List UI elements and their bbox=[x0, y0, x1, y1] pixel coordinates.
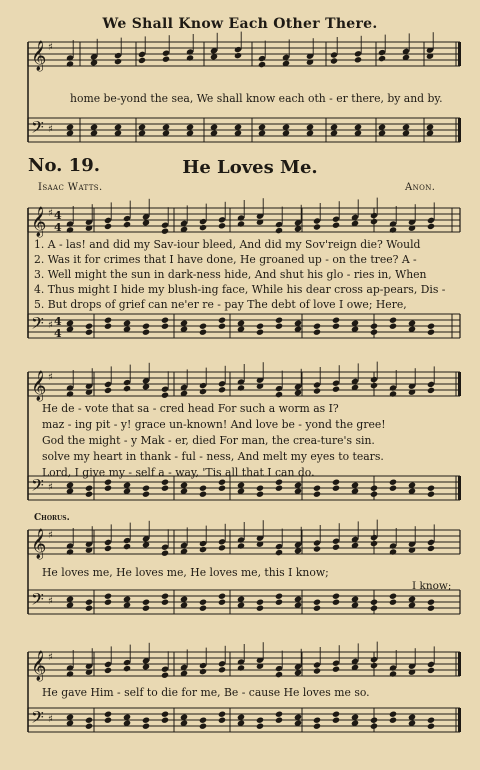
note-head bbox=[275, 549, 283, 556]
final-bar-thick bbox=[458, 476, 461, 500]
sharp-icon: ♯ bbox=[48, 372, 53, 383]
note-head bbox=[218, 222, 226, 229]
note-head bbox=[389, 485, 397, 492]
note-head bbox=[427, 387, 435, 394]
note-head bbox=[161, 485, 169, 492]
note-head bbox=[237, 220, 245, 227]
note-head bbox=[104, 485, 112, 492]
note-head bbox=[142, 723, 150, 730]
note-head bbox=[389, 717, 397, 724]
note-head bbox=[218, 711, 226, 718]
note-head bbox=[142, 717, 150, 724]
time-signature-top: 4 bbox=[54, 315, 62, 328]
note-head bbox=[275, 317, 283, 324]
note-head bbox=[427, 605, 435, 612]
note-head bbox=[161, 599, 169, 606]
note-head bbox=[199, 599, 207, 606]
note-head bbox=[104, 667, 112, 674]
chorus-line-2: He gave Him - self to die for me, Be - cause He loves me so. bbox=[42, 686, 370, 699]
sharp-icon: ♯ bbox=[48, 482, 53, 493]
bass-clef-icon: 𝄢 bbox=[31, 117, 44, 141]
note-head bbox=[313, 387, 321, 394]
note-head bbox=[256, 723, 264, 730]
note-head bbox=[427, 545, 435, 552]
note-head bbox=[123, 385, 131, 392]
note-head bbox=[370, 540, 378, 547]
note-head bbox=[85, 717, 93, 724]
note-head bbox=[389, 226, 397, 233]
note-head bbox=[123, 665, 131, 672]
note-head bbox=[114, 58, 122, 65]
note-head bbox=[389, 711, 397, 718]
sharp-icon: ♯ bbox=[48, 42, 53, 53]
note-head bbox=[161, 717, 169, 724]
note-head bbox=[161, 593, 169, 600]
note-head bbox=[258, 61, 266, 68]
chorus-label: Chorus. bbox=[34, 513, 70, 523]
note-head bbox=[427, 485, 435, 492]
note-head bbox=[66, 60, 74, 67]
note-head bbox=[85, 491, 93, 498]
note-head bbox=[161, 479, 169, 486]
note-head bbox=[256, 329, 264, 336]
note-head bbox=[199, 723, 207, 730]
note-head bbox=[66, 226, 74, 233]
verse-line-2b: maz - ing pit - y! grace un-known! And love be - yond the gree! bbox=[42, 418, 386, 431]
note-head bbox=[427, 223, 435, 230]
note-head bbox=[275, 599, 283, 606]
note-head bbox=[275, 323, 283, 330]
note-head bbox=[218, 666, 226, 673]
note-head bbox=[104, 717, 112, 724]
note-head bbox=[66, 670, 74, 677]
verse-line-5b: Lord, I give my - self a - way, 'Tis all that I can do. bbox=[42, 466, 315, 479]
note-head bbox=[162, 56, 170, 63]
note-head bbox=[218, 479, 226, 486]
note-head bbox=[389, 317, 397, 324]
note-head bbox=[161, 392, 169, 399]
hymn-composer: Anon. bbox=[405, 182, 436, 193]
bass-clef-icon: 𝄢 bbox=[31, 475, 44, 499]
note-head bbox=[275, 227, 283, 234]
note-head bbox=[370, 218, 378, 225]
note-head bbox=[275, 671, 283, 678]
note-head bbox=[389, 479, 397, 486]
note-head bbox=[389, 548, 397, 555]
sharp-icon: ♯ bbox=[48, 530, 53, 541]
note-head bbox=[275, 479, 283, 486]
note-head bbox=[123, 543, 131, 550]
note-head bbox=[313, 545, 321, 552]
note-head bbox=[275, 717, 283, 724]
note-head bbox=[104, 479, 112, 486]
note-head bbox=[332, 711, 340, 718]
note-head bbox=[199, 717, 207, 724]
note-head bbox=[85, 599, 93, 606]
note-head bbox=[104, 223, 112, 230]
note-head bbox=[237, 664, 245, 671]
note-head bbox=[256, 491, 264, 498]
hymn-number: No. 19. bbox=[28, 155, 100, 176]
note-head bbox=[370, 382, 378, 389]
note-head bbox=[332, 717, 340, 724]
bass-clef-icon: 𝄢 bbox=[31, 589, 44, 613]
note-head bbox=[85, 723, 93, 730]
treble-clef-icon: 𝄞 bbox=[31, 651, 47, 681]
time-signature-bottom: 4 bbox=[54, 221, 62, 234]
sharp-icon: ♯ bbox=[48, 596, 53, 607]
note-head bbox=[85, 329, 93, 336]
note-head bbox=[313, 717, 321, 724]
note-head bbox=[332, 222, 340, 229]
note-head bbox=[199, 668, 207, 675]
note-head bbox=[199, 329, 207, 336]
note-head bbox=[427, 599, 435, 606]
note-head bbox=[186, 54, 194, 61]
note-head bbox=[234, 52, 242, 59]
note-head bbox=[275, 391, 283, 398]
note-head bbox=[370, 491, 378, 498]
treble-clef-icon: 𝄞 bbox=[31, 207, 47, 237]
note-head bbox=[256, 717, 264, 724]
note-head bbox=[142, 599, 150, 606]
note-head bbox=[123, 221, 131, 228]
note-head bbox=[389, 323, 397, 330]
note-head bbox=[313, 323, 321, 330]
note-head bbox=[161, 711, 169, 718]
note-head bbox=[199, 546, 207, 553]
note-head bbox=[313, 329, 321, 336]
note-head bbox=[370, 323, 378, 330]
time-signature-bottom: 4 bbox=[54, 327, 62, 340]
note-head bbox=[256, 485, 264, 492]
note-head bbox=[104, 317, 112, 324]
note-head bbox=[332, 544, 340, 551]
note-head bbox=[427, 491, 435, 498]
sharp-icon: ♯ bbox=[48, 208, 53, 219]
note-head bbox=[370, 599, 378, 606]
note-head bbox=[218, 717, 226, 724]
note-head bbox=[199, 323, 207, 330]
note-head bbox=[332, 479, 340, 486]
note-head bbox=[313, 723, 321, 730]
note-head bbox=[313, 485, 321, 492]
note-head bbox=[354, 56, 362, 63]
note-head bbox=[218, 485, 226, 492]
note-head bbox=[313, 605, 321, 612]
verse-line-4a: 4. Thus might I hide my blush-ing face, While his dear cross ap-pears, Dis - bbox=[34, 283, 446, 296]
note-head bbox=[389, 593, 397, 600]
final-bar-thick bbox=[458, 42, 461, 66]
note-head bbox=[199, 224, 207, 231]
note-head bbox=[142, 485, 150, 492]
final-bar-thick bbox=[458, 652, 461, 676]
note-head bbox=[330, 57, 338, 64]
note-head bbox=[427, 723, 435, 730]
note-head bbox=[142, 605, 150, 612]
sharp-icon: ♯ bbox=[48, 320, 53, 331]
note-head bbox=[199, 605, 207, 612]
note-head bbox=[218, 323, 226, 330]
note-head bbox=[104, 387, 112, 394]
note-head bbox=[389, 390, 397, 397]
note-head bbox=[313, 223, 321, 230]
note-head bbox=[332, 323, 340, 330]
note-head bbox=[427, 667, 435, 674]
note-head bbox=[370, 329, 378, 336]
note-head bbox=[332, 599, 340, 606]
note-head bbox=[66, 390, 74, 397]
note-head bbox=[199, 388, 207, 395]
note-head bbox=[218, 544, 226, 551]
note-head bbox=[332, 317, 340, 324]
note-head bbox=[142, 323, 150, 330]
verse-line-3b: God the might - y Mak - er, died For man, the crea-ture's sin. bbox=[42, 434, 375, 447]
note-head bbox=[237, 542, 245, 549]
note-head bbox=[378, 55, 386, 62]
note-head bbox=[237, 384, 245, 391]
verse-line-2a: 2. Was it for crimes that I have done, He groaned up - on the tree? A - bbox=[34, 253, 417, 266]
final-bar-thick bbox=[458, 118, 461, 142]
note-head bbox=[332, 386, 340, 393]
note-head bbox=[142, 491, 150, 498]
final-bar-thick bbox=[458, 372, 461, 396]
note-head bbox=[370, 485, 378, 492]
verse-line-1a: 1. A - las! and did my Sav-iour bleed, And did my Sov'reign die? Would bbox=[34, 238, 421, 251]
note-head bbox=[199, 485, 207, 492]
note-head bbox=[104, 711, 112, 718]
note-head bbox=[370, 723, 378, 730]
note-head bbox=[427, 323, 435, 330]
note-head bbox=[161, 550, 169, 557]
bass-clef-icon: 𝄢 bbox=[31, 707, 44, 731]
chorus-echo: I know; bbox=[412, 580, 452, 592]
note-head bbox=[104, 599, 112, 606]
note-head bbox=[275, 485, 283, 492]
note-head bbox=[389, 670, 397, 677]
treble-clef-icon: 𝄞 bbox=[31, 371, 47, 401]
top-hymn-lyric: home be-yond the sea, We shall know each oth - er there, by and by. bbox=[70, 92, 443, 105]
note-head bbox=[370, 662, 378, 669]
verse-line-5a: 5. But drops of grief can ne'er re - pay The debt of love I owe; Here, bbox=[34, 298, 407, 311]
note-head bbox=[313, 667, 321, 674]
sharp-icon: ♯ bbox=[48, 124, 53, 135]
note-head bbox=[389, 599, 397, 606]
note-head bbox=[161, 672, 169, 679]
note-head bbox=[199, 491, 207, 498]
final-bar-thick bbox=[458, 708, 461, 732]
note-head bbox=[66, 548, 74, 555]
verse-line-4b: solve my heart in thank - ful - ness, And melt my eyes to tears. bbox=[42, 450, 384, 463]
note-head bbox=[275, 711, 283, 718]
note-head bbox=[161, 228, 169, 235]
note-head bbox=[104, 323, 112, 330]
note-head bbox=[313, 491, 321, 498]
note-head bbox=[370, 717, 378, 724]
note-head bbox=[218, 386, 226, 393]
sharp-icon: ♯ bbox=[48, 714, 53, 725]
note-head bbox=[332, 485, 340, 492]
note-head bbox=[427, 717, 435, 724]
note-head bbox=[256, 605, 264, 612]
hymn-author: Isaac Watts. bbox=[38, 182, 103, 193]
bass-clef-icon: 𝄢 bbox=[31, 313, 44, 337]
sharp-icon: ♯ bbox=[48, 652, 53, 663]
hymn-title: He Loves Me. bbox=[182, 157, 318, 178]
note-head bbox=[85, 485, 93, 492]
note-head bbox=[275, 593, 283, 600]
verse-line-1b: He de - vote that sa - cred head For such a worm as I? bbox=[42, 402, 339, 415]
note-head bbox=[138, 57, 146, 64]
note-head bbox=[256, 323, 264, 330]
note-head bbox=[142, 329, 150, 336]
chorus-line-1: He loves me, He loves me, He loves me, this I know; bbox=[42, 566, 329, 579]
note-head bbox=[313, 599, 321, 606]
top-hymn-title: We Shall Know Each Other There. bbox=[102, 16, 378, 32]
note-head bbox=[161, 317, 169, 324]
note-head bbox=[218, 599, 226, 606]
note-head bbox=[218, 593, 226, 600]
note-head bbox=[218, 317, 226, 324]
note-head bbox=[161, 323, 169, 330]
note-head bbox=[427, 329, 435, 336]
note-head bbox=[85, 605, 93, 612]
treble-clef-icon: 𝄞 bbox=[31, 529, 47, 559]
time-signature-top: 4 bbox=[54, 209, 62, 222]
note-head bbox=[104, 545, 112, 552]
note-head bbox=[256, 599, 264, 606]
note-head bbox=[332, 666, 340, 673]
note-head bbox=[104, 593, 112, 600]
note-head bbox=[85, 323, 93, 330]
verse-line-3a: 3. Well might the sun in dark-ness hide, And shut his glo - ries in, When bbox=[34, 268, 427, 281]
note-head bbox=[370, 605, 378, 612]
treble-clef-icon: 𝄞 bbox=[31, 41, 47, 71]
note-head bbox=[332, 593, 340, 600]
